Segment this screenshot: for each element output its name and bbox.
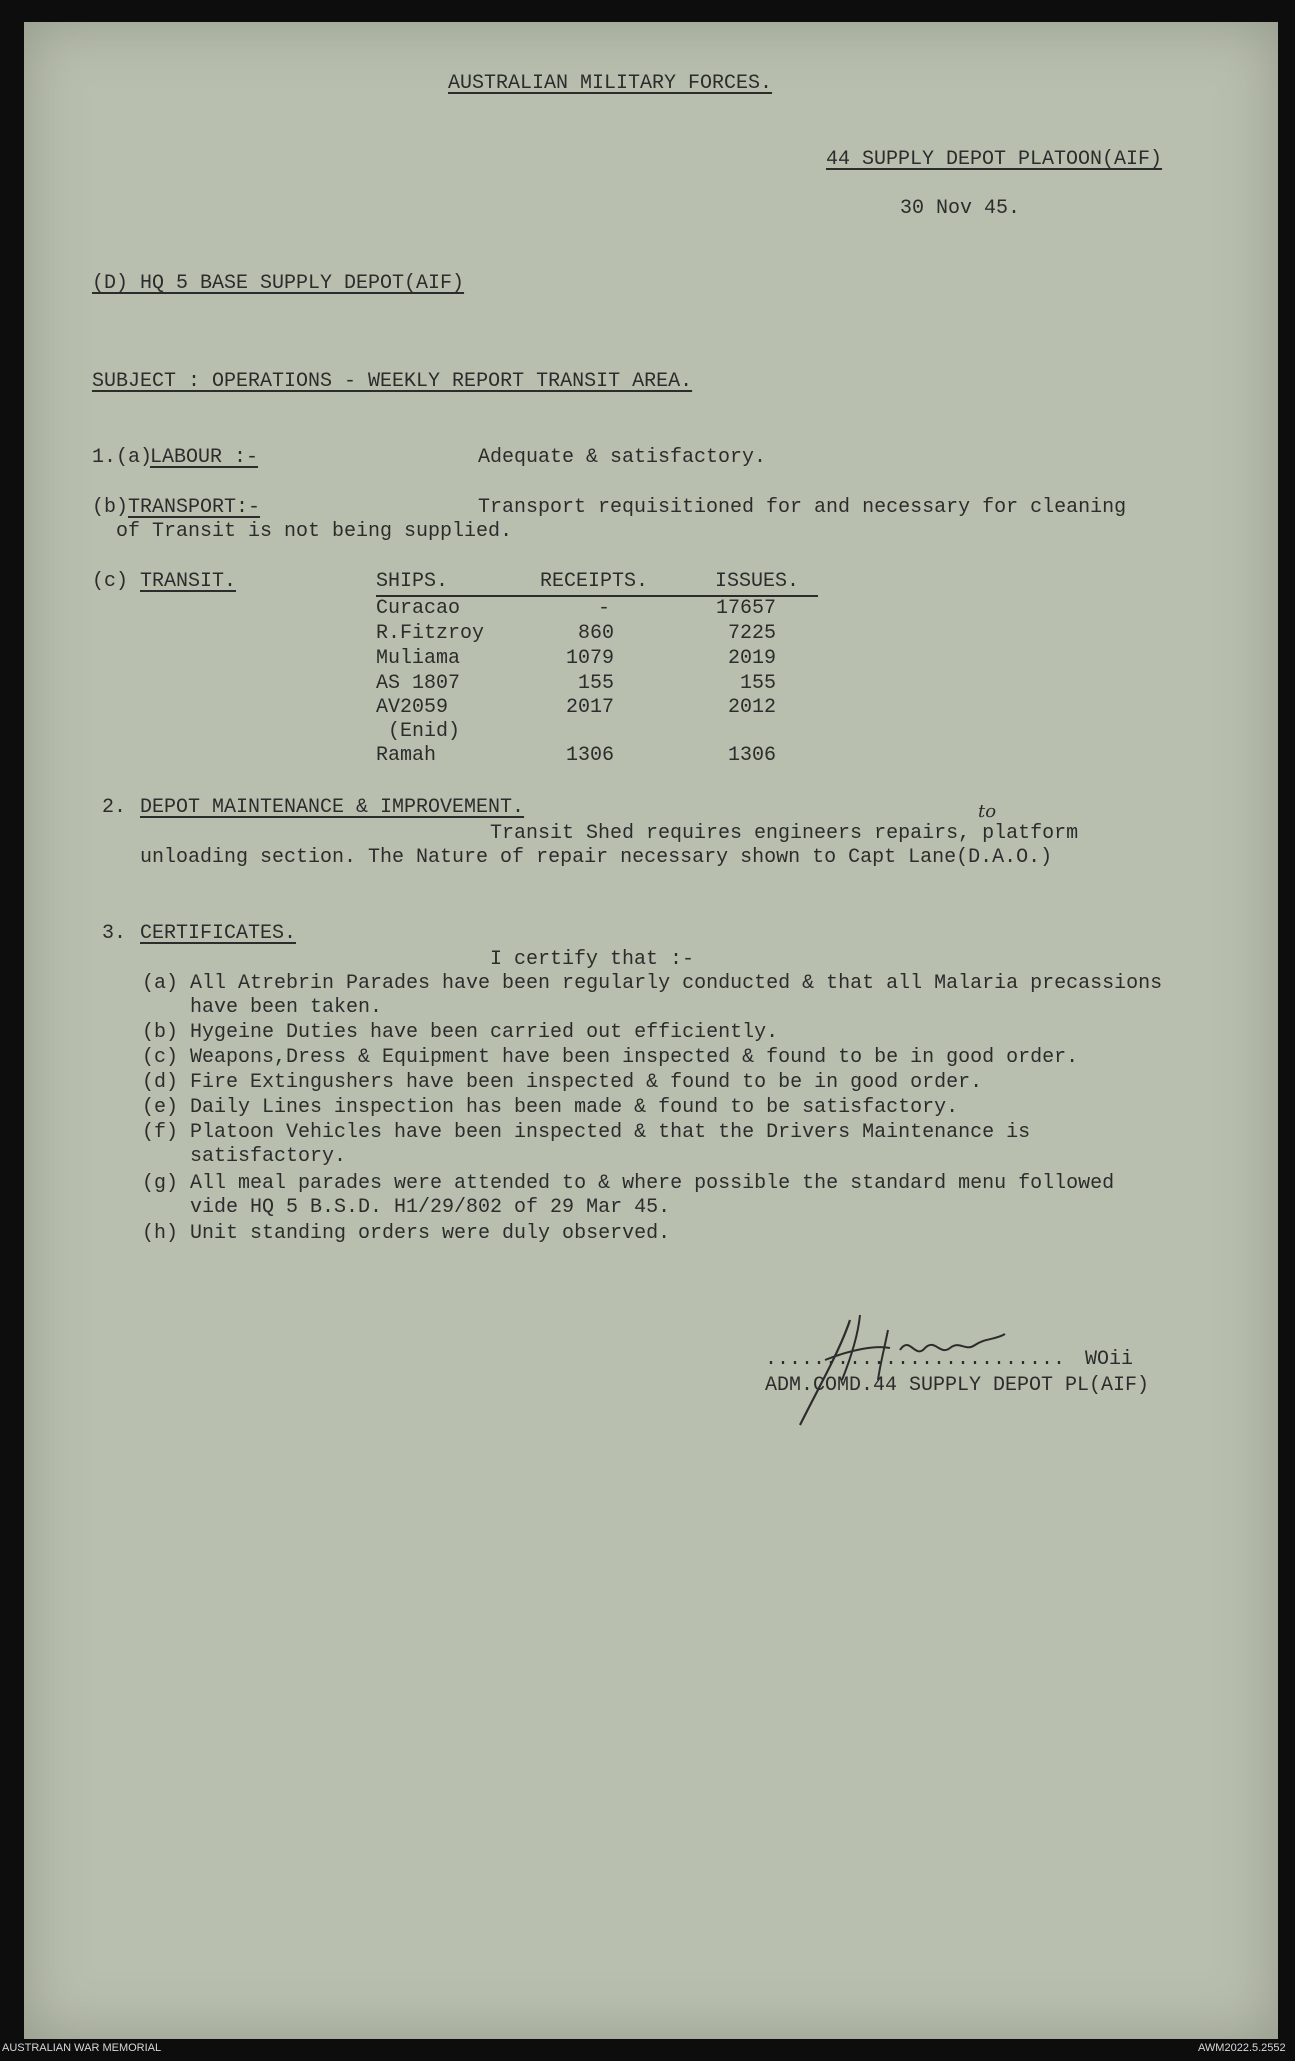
archive-caption-right: AWM2022.5.2552 <box>1198 2042 1286 2054</box>
item-letter: (b) <box>142 1021 179 1044</box>
labour-number: 1.(a) <box>92 446 153 469</box>
receipts-value: 155 <box>577 672 614 695</box>
transport-text-line2: of Transit is not being supplied. <box>116 520 513 543</box>
labour-label: LABOUR :- <box>150 446 259 469</box>
document-heading: AUSTRALIAN MILITARY FORCES. <box>448 72 773 95</box>
transport-label: TRANSPORT:- <box>128 496 261 519</box>
maintenance-number: 2. <box>102 796 127 819</box>
certificates-number: 3. <box>102 922 127 945</box>
ship-note: (Enid) <box>388 720 461 743</box>
labour-text: Adequate & satisfactory. <box>478 446 767 469</box>
item-letter: (c) <box>142 1046 179 1069</box>
certificates-intro: I certify that :- <box>490 948 695 971</box>
item-text: Hygeine Duties have been carried out efficiently. <box>190 1021 779 1044</box>
unit-name: 44 SUPPLY DEPOT PLATOON(AIF) <box>826 148 1163 171</box>
issues-value: 1306 <box>727 744 776 767</box>
addressee: (D) HQ 5 BASE SUPPLY DEPOT(AIF) <box>92 272 465 295</box>
issues-value: 2012 <box>727 696 776 719</box>
document-date: 30 Nov 45. <box>900 197 1021 220</box>
maintenance-text-line2: unloading section. The Nature of repair necessary shown to Capt Lane(D.A.O.) <box>140 846 1053 869</box>
transport-number: (b) <box>92 496 129 519</box>
item-letter: (a) <box>142 972 179 995</box>
ship-name: AV2059 <box>376 696 449 719</box>
item-letter: (h) <box>142 1222 179 1245</box>
item-text: Unit standing orders were duly observed. <box>190 1222 671 1245</box>
issues-value: 17657 <box>715 597 776 620</box>
item-letter: (e) <box>142 1096 179 1119</box>
transit-number: (c) <box>92 570 129 593</box>
ship-name: Muliama <box>376 647 461 670</box>
item-text: All Atrebrin Parades have been regularly conducted & that all Malaria precassions <box>190 972 1163 995</box>
receipts-value: 1079 <box>565 647 614 670</box>
issues-value: 2019 <box>727 647 776 670</box>
subject-line: SUBJECT : OPERATIONS - WEEKLY REPORT TRANSIT AREA. <box>92 370 693 393</box>
certificates-label: CERTIFICATES. <box>140 922 297 945</box>
archive-caption-left: AUSTRALIAN WAR MEMORIAL <box>2 2042 162 2054</box>
signature-dots: ......................... <box>765 1348 1066 1371</box>
handwritten-insert: to <box>978 801 997 822</box>
issues-value: 155 <box>739 672 776 695</box>
transport-text-line1: Transport requisitioned for and necessary for cleaning <box>478 496 1127 519</box>
signature-title: ADM.COMD.44 SUPPLY DEPOT PL(AIF) <box>765 1374 1150 1397</box>
ship-name: AS 1807 <box>376 672 461 695</box>
ships-header: SHIPS. <box>376 570 449 593</box>
receipts-value: - <box>597 597 610 620</box>
item-letter: (d) <box>142 1071 179 1094</box>
item-text: vide HQ 5 B.S.D. H1/29/802 of 29 Mar 45. <box>190 1196 671 1219</box>
item-text: Platoon Vehicles have been inspected & that the Drivers Maintenance is <box>190 1121 1031 1144</box>
signature-rank: WOii <box>1085 1348 1134 1371</box>
item-letter: (g) <box>142 1172 179 1195</box>
item-text: Fire Extingushers have been inspected & found to be in good order. <box>190 1071 983 1094</box>
ship-name: Curacao <box>376 597 461 620</box>
ship-name: Ramah <box>376 744 437 767</box>
item-text: Weapons,Dress & Equipment have been inspected & found to be in good order. <box>190 1046 1079 1069</box>
item-text: have been taken. <box>190 996 383 1019</box>
item-text: satisfactory. <box>190 1145 347 1168</box>
receipts-value: 1306 <box>565 744 614 767</box>
receipts-value: 2017 <box>565 696 614 719</box>
maintenance-text-line1: Transit Shed requires engineers repairs, platform <box>490 822 1079 845</box>
maintenance-label: DEPOT MAINTENANCE & IMPROVEMENT. <box>140 796 525 819</box>
ship-name: R.Fitzroy <box>376 622 485 645</box>
issues-header: ISSUES. <box>715 570 800 593</box>
item-letter: (f) <box>142 1121 179 1144</box>
item-text: Daily Lines inspection has been made & found to be satisfactory. <box>190 1096 959 1119</box>
receipts-value: 860 <box>577 622 614 645</box>
item-text: All meal parades were attended to & where possible the standard menu followed <box>190 1172 1115 1195</box>
issues-value: 7225 <box>727 622 776 645</box>
transit-label: TRANSIT. <box>140 570 237 593</box>
receipts-header: RECEIPTS. <box>540 570 649 593</box>
